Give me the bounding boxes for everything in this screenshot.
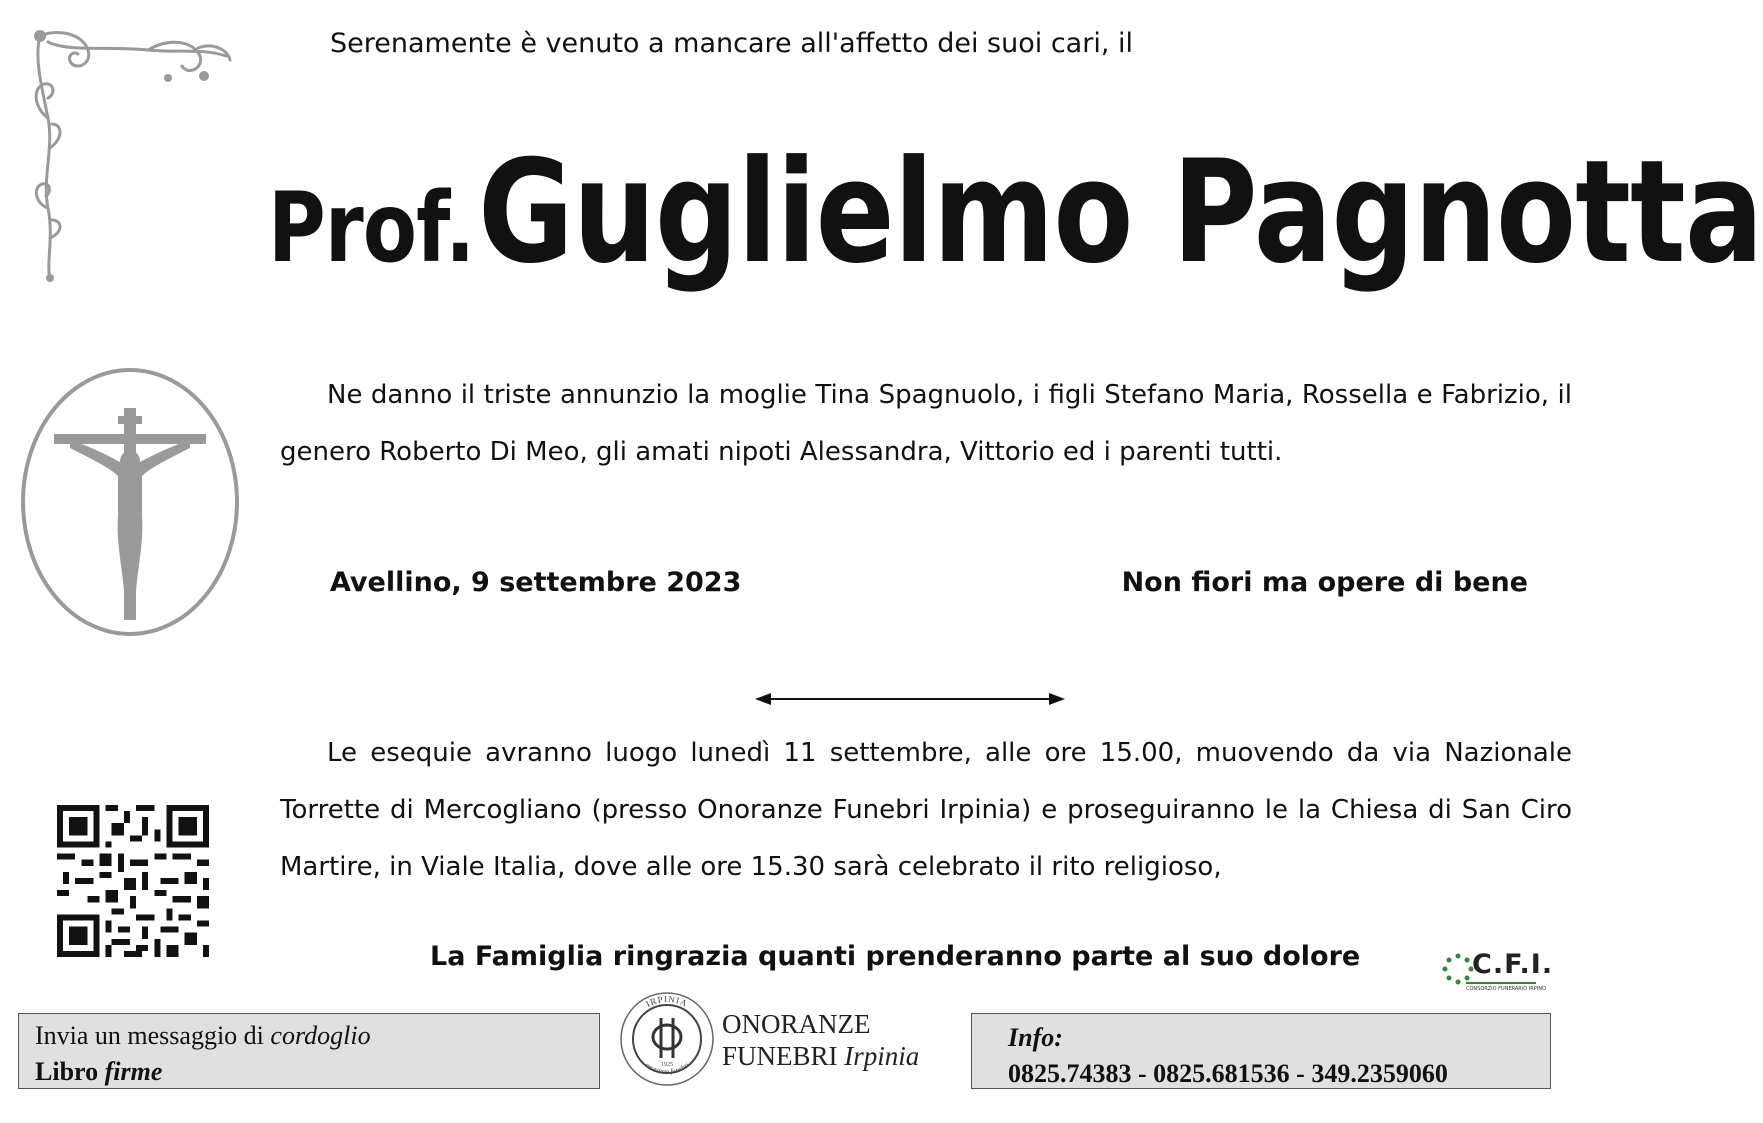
double-arrow-divider: [755, 689, 1065, 709]
info-box: [971, 1013, 1551, 1089]
condolence-prefix: Invia un messaggio di: [35, 1021, 271, 1050]
cfi-logo-subtitle: CONSORZIO FUNERARIO IRPINO: [1466, 986, 1546, 992]
seal-year: 1925: [661, 1062, 673, 1068]
guestbook-link[interactable]: [35, 1054, 599, 1090]
corner-flourish-ornament: [28, 28, 238, 283]
condolence-box[interactable]: [18, 1013, 600, 1089]
funeral-home-line2: [722, 1040, 919, 1072]
condolence-link[interactable]: [35, 1018, 599, 1054]
crucifix-icon: [20, 366, 242, 638]
academic-title: Prof.: [268, 172, 475, 284]
funeral-home-seal-icon: [618, 990, 716, 1088]
info-label: Info:: [1008, 1023, 1063, 1052]
cfi-logo-text: C.F.I.: [1472, 949, 1554, 980]
announcement-paragraph: Ne danno il triste annunzio la moglie Tina Spagnuolo, i figli Stefano Maria, Rossella e Fabrizio, il genero Roberto Di Meo, gli amati nipoti Alessandra, Vittorio ed i parenti tutti.: [280, 380, 1572, 467]
funeral-home-name: [722, 1008, 919, 1072]
qr-code[interactable]: [57, 805, 209, 957]
cfi-dots-icon: [1442, 953, 1474, 985]
funeral-home-line2-italic: Irpinia: [844, 1041, 920, 1071]
full-name: Guglielmo Pagnotta: [478, 130, 1763, 295]
family-thanks: La Famiglia ringrazia quanti prenderanno parte al suo dolore: [430, 941, 1361, 972]
guestbook-prefix: Libro: [35, 1057, 105, 1086]
cfi-underline: [1466, 982, 1536, 984]
intro-text: Serenamente è venuto a mancare all'affetto dei suoi cari, il: [330, 28, 1133, 59]
phone-numbers[interactable]: 0825.74383 - 0825.681536 - 349.2359060: [1008, 1059, 1448, 1088]
funeral-paragraph: Le esequie avranno luogo lunedì 11 settembre, alle ore 15.00, muovendo da via Nazionale Torrette di Mercogliano (presso Onoranze Funebri Irpinia) e proseguiranno le la Chiesa di San Ciro Martire, in Viale Italia, dove alle ore 15.30 sarà celebrato il rito religioso,: [280, 738, 1572, 882]
funeral-home-line2-prefix: FUNEBRI: [722, 1041, 845, 1071]
condolence-italic: cordoglio: [270, 1021, 371, 1050]
place-and-date: Avellino, 9 settembre 2023: [330, 567, 742, 598]
seal-text-bottom: onoranze funebri: [643, 1060, 691, 1076]
flowers-note: Non fiori ma opere di bene: [1121, 567, 1528, 598]
funeral-home-line1: ONORANZE: [722, 1009, 871, 1039]
guestbook-italic: firme: [104, 1057, 163, 1086]
seal-text-top: IRPINIA: [644, 993, 690, 1010]
deceased-name: [268, 130, 1763, 295]
